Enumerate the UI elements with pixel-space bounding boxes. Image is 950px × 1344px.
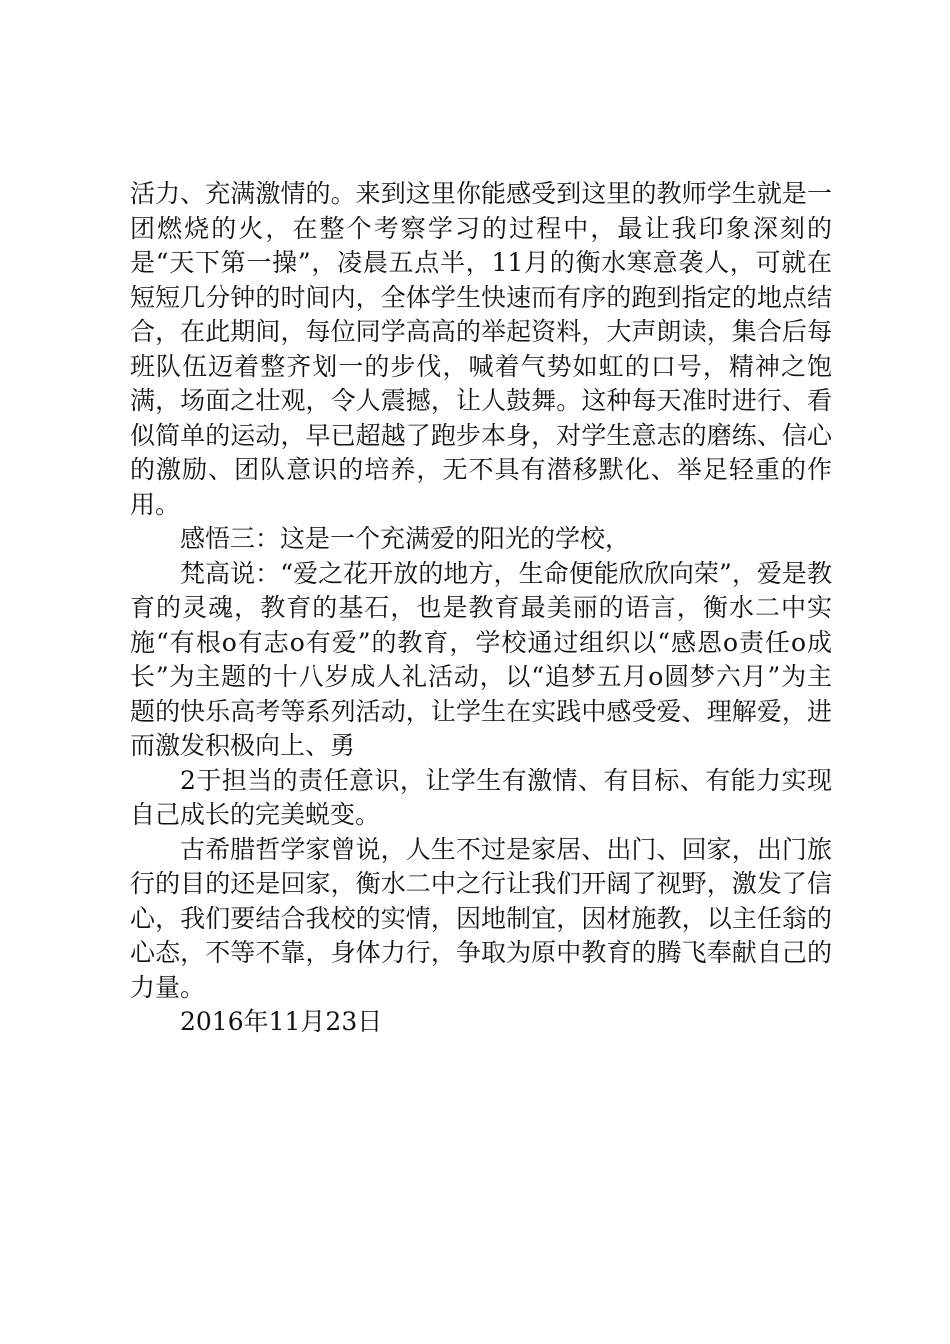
paragraph-1: 活力、充满激情的。来到这里你能感受到这里的教师学生就是一团燃烧的火，在整个考察学习的过程中，最让我印象深刻的是“天下第一操”，凌晨五点半，11月的衡水寒意袭人，可就在短短几分钟的时间内，全体学生快速而有序的跑到指定的地点结合，在此期间，每位同学高高的举起资料，大声朗读，集合后每班队伍迈着整齐划一的步伐，喊着气势如虹的口号，精神之饱满，场面之壮观，令人震撼，让人鼓舞。这种每天准时进行、看似简单的运动，早已超越了跑步本身，对学生意志的磨练、信心的激励、团队意识的培养，无不具有潜移默化、举足轻重的作用。 (130, 179, 832, 519)
paragraph-5: 古希腊哲学家曾说，人生不过是家居、出门、回家，出门旅行的目的还是回家，衡水二中之行让我们开阔了视野，激发了信心，我们要结合我校的实情，因地制宜，因材施教，以主任翁的心态，不等不靠，身体力行，争取为原中教育的腾飞奉献自己的力量。 (130, 834, 832, 1002)
document-body (130, 177, 832, 1040)
paragraph-3: 梵高说：“爱之花开放的地方，生命便能欣欣向荣”，爱是教育的灵魂，教育的基石，也是教育最美丽的语言，衡水二中实施“有根o有志o有爱”的教育，学校通过组织以“感恩o责任o成长”为主题的十八岁成人礼活动，以“追梦五月o圆梦六月”为主题的快乐高考等系列活动，让学生在实践中感受爱、理解爱，进而激发积极向上、勇 (130, 558, 832, 760)
paragraph-2: 感悟三：这是一个充满爱的阳光的学校， (180, 524, 631, 553)
paragraph-4: 2于担当的责任意识，让学生有激情、有目标、有能力实现自己成长的完美蜕变。 (130, 765, 832, 829)
document-date: 2016年11月23日 (180, 1007, 383, 1036)
